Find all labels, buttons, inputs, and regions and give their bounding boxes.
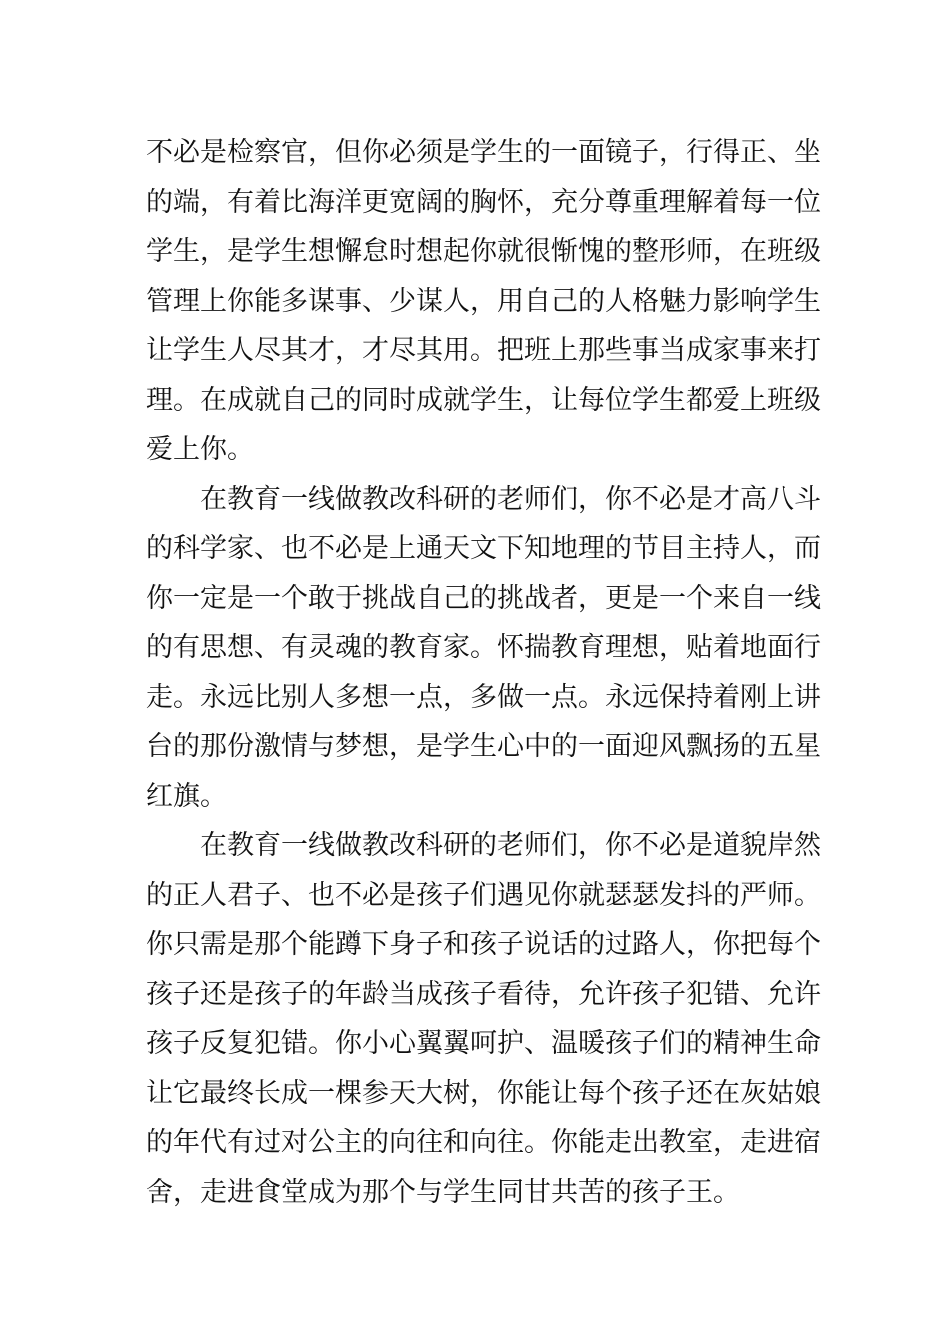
- text-line: 爱上你。: [146, 434, 254, 465]
- text-line: 孩子反复犯错。你小心翼翼呵护、温暖孩子们的精神生命: [146, 1028, 821, 1059]
- text-line: 管理上你能多谋事、少谋人，用自己的人格魅力影响学生: [146, 285, 821, 317]
- text-line: 台的那份激情与梦想，是学生心中的一面迎风飘扬的五星: [146, 731, 821, 762]
- text-line: 的端，有着比海洋更宽阔的胸怀，充分尊重理解着每一位: [146, 186, 821, 218]
- document-body: [146, 128, 826, 1217]
- text-line: 不必是检察官，但你必须是学生的一面镜子，行得正、坐: [146, 137, 821, 168]
- text-line: 你一定是一个敢于挑战自己的挑战者，更是一个来自一线: [146, 582, 821, 614]
- text-line: 的科学家、也不必是上通天文下知地理的节目主持人，而: [146, 533, 821, 564]
- paragraph: [146, 821, 826, 1217]
- text-line: 的正人君子、也不必是孩子们遇见你就瑟瑟发抖的严师。: [146, 879, 821, 911]
- text-line: 理。在成就自己的同时成就学生，让每位学生都爱上班级: [146, 384, 821, 416]
- paragraph: [146, 128, 826, 475]
- text-line: 孩子还是孩子的年龄当成孩子看待，允许孩子犯错、允许: [146, 978, 821, 1010]
- text-line: 学生，是学生想懈怠时想起你就很惭愧的整形师，在班级: [146, 236, 821, 267]
- text-line: 走。永远比别人多想一点，多做一点。永远保持着刚上讲: [146, 681, 821, 713]
- text-line: 你只需是那个能蹲下身子和孩子说话的过路人，你把每个: [146, 929, 821, 960]
- text-line: 舍，走进食堂成为那个与学生同甘共苦的孩子王。: [146, 1176, 740, 1208]
- paragraph: [146, 475, 826, 822]
- text-line: 在教育一线做教改科研的老师们，你不必是才高八斗: [200, 483, 821, 515]
- text-line: 让学生人尽其才，才尽其用。把班上那些事当成家事来打: [146, 335, 821, 366]
- text-line: 让它最终长成一棵参天大树，你能让每个孩子还在灰姑娘: [146, 1077, 821, 1109]
- text-line: 的有思想、有灵魂的教育家。怀揣教育理想，贴着地面行: [146, 632, 821, 663]
- text-line: 红旗。: [146, 780, 227, 812]
- text-line: 在教育一线做教改科研的老师们，你不必是道貌岸然: [200, 830, 821, 861]
- text-line: 的年代有过对公主的向往和向往。你能走出教室，走进宿: [146, 1127, 821, 1158]
